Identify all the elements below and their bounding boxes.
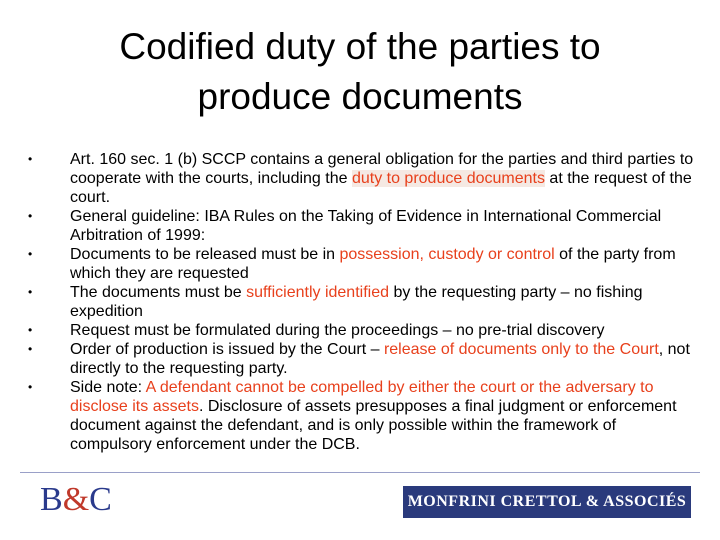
bullet-highlight: A defendant cannot be compelled by either the court or the adversary to disclose its assets	[70, 379, 654, 415]
bullet-text: of the party from which they are requested	[70, 246, 676, 282]
bullet-item	[26, 245, 696, 283]
title-line-1: Codified duty of the parties to	[119, 26, 601, 67]
bc-logo-ampersand: &	[62, 481, 90, 518]
bullet-item	[26, 321, 696, 340]
bullet-dot: •	[28, 323, 33, 337]
bullet-item	[26, 340, 696, 378]
bullet-list	[26, 150, 696, 454]
bullet-highlight: sufficiently identified	[246, 284, 389, 301]
bc-logo-b: B	[40, 481, 63, 518]
bullet-dot: •	[28, 209, 33, 223]
bullet-dot: •	[28, 285, 33, 299]
bullet-text: Side note:	[70, 379, 146, 396]
bullet-dot: •	[28, 247, 33, 261]
footer-divider	[20, 472, 700, 473]
bullet-text: by the requesting party – no fishing expedition	[70, 284, 643, 320]
bullet-highlight: possession, custody or control	[339, 246, 555, 263]
bullet-text: . Disclosure of assets presupposes a final judgment or enforcement document against the defendant, and is only possible within the framework of compulsory enforcement under the DCB.	[70, 398, 677, 453]
bullet-text: Documents to be released must be in	[70, 246, 340, 263]
bullet-text: at the request of the court.	[70, 170, 692, 206]
bullet-item	[26, 283, 696, 321]
bullet-text: Order of production is issued by the Court –	[70, 341, 384, 358]
title-line-2: produce documents	[197, 76, 523, 117]
bullet-item	[26, 378, 696, 454]
bullet-text: Art. 160 sec. 1 (b) SCCP contains a general obligation for the parties and third parties to cooperate with the courts, including the	[70, 151, 694, 187]
slide-title	[40, 22, 680, 122]
bc-logo-c: C	[89, 481, 112, 518]
bullet-highlight: release of documents only to the Court	[383, 341, 659, 358]
firm-logo	[403, 486, 691, 518]
bullet-text: General guideline: IBA Rules on the Taking of Evidence in International Commercial Arbitration of 1999:	[70, 208, 662, 244]
firm-logo-text: MONFRINI CRETTOL & ASSOCIÉS	[407, 493, 687, 510]
bullet-item	[26, 150, 696, 207]
bullet-item	[26, 207, 696, 245]
bc-logo	[40, 478, 112, 522]
bullet-text: , not directly to the requesting party.	[70, 341, 690, 377]
bullet-highlight: duty to produce documents	[351, 170, 545, 187]
bullet-dot: •	[28, 380, 33, 394]
bullet-dot: •	[28, 342, 33, 356]
bullet-text: The documents must be	[70, 284, 247, 301]
bullet-text: Request must be formulated during the proceedings – no pre-trial discovery	[70, 322, 605, 339]
bullet-dot: •	[28, 152, 33, 166]
